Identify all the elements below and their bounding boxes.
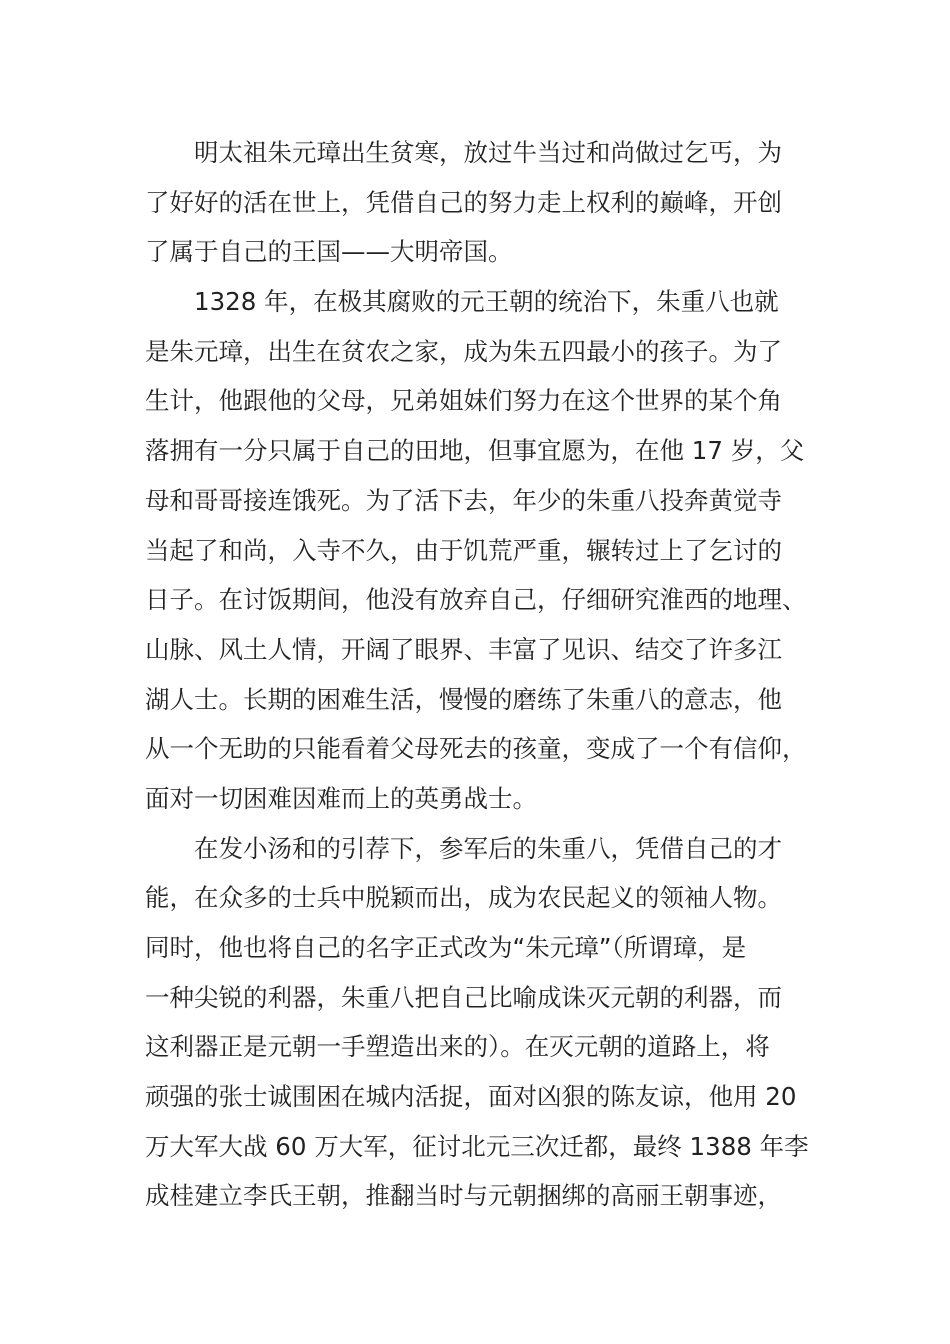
text-line: 了属于自己的王国——大明帝国。 bbox=[145, 237, 513, 267]
text-line: 是朱元璋，出生在贫农之家，成为朱五四最小的孩子。为了 bbox=[145, 336, 782, 366]
text-line: 生计，他跟他的父母，兄弟姐妹们努力在这个世界的某个角 bbox=[145, 386, 782, 416]
text-line: 1328 年，在极其腐败的元王朝的统治下，朱重八也就 bbox=[194, 287, 779, 317]
text-line: 能，在众多的士兵中脱颖而出，成为农民起义的领袖人物。 bbox=[145, 883, 782, 913]
text-line: 山脉、风土人情，开阔了眼界、丰富了见识、结交了许多江 bbox=[145, 634, 782, 664]
text-line: 面对一切困难因难而上的英勇战士。 bbox=[145, 783, 537, 813]
text-line: 在发小汤和的引荐下，参军后的朱重八，凭借自己的才 bbox=[194, 833, 782, 863]
paragraph-1 bbox=[145, 128, 815, 277]
text-line: 顽强的张士诚围困在城内活捉，面对凶狠的陈友谅，他用 20 bbox=[145, 1082, 797, 1112]
document-body bbox=[145, 128, 815, 1221]
text-line: 母和哥哥接连饿死。为了活下去，年少的朱重八投奔黄觉寺 bbox=[145, 485, 782, 515]
paragraph-3 bbox=[145, 824, 815, 1222]
text-line: 湖人士。长期的困难生活，慢慢的磨练了朱重八的意志，他 bbox=[145, 684, 782, 714]
text-line: 当起了和尚，入寺不久，由于饥荒严重，辗转过上了乞讨的 bbox=[145, 535, 782, 565]
text-line: 落拥有一分只属于自己的田地，但事宜愿为，在他 17 岁，父 bbox=[145, 436, 805, 466]
text-line: 这利器正是元朝一手塑造出来的）。在灭元朝的道路上，将 bbox=[145, 1032, 770, 1062]
text-line: 一种尖锐的利器，朱重八把自己比喻成诛灭元朝的利器，而 bbox=[145, 982, 782, 1012]
text-line: 从一个无助的只能看着父母死去的孩童，变成了一个有信仰， bbox=[145, 734, 807, 764]
text-line: 万大军大战 60 万大军，征讨北元三次迁都，最终 1388 年李 bbox=[145, 1131, 809, 1161]
text-line: 了好好的活在世上，凭借自己的努力走上权利的巅峰，开创 bbox=[145, 187, 782, 217]
text-line: 明太祖朱元璋出生贫寒，放过牛当过和尚做过乞丐，为 bbox=[194, 138, 782, 167]
text-line: 日子。在讨饭期间，他没有放弃自己，仔细研究淮西的地理、 bbox=[145, 585, 807, 615]
paragraph-2 bbox=[145, 277, 815, 824]
text-line: 成桂建立李氏王朝，推翻当时与元朝捆绑的高丽王朝事迹， bbox=[145, 1181, 782, 1211]
text-line: 同时，他也将自己的名字正式改为“朱元璋”（所谓璋，是 bbox=[145, 933, 747, 962]
